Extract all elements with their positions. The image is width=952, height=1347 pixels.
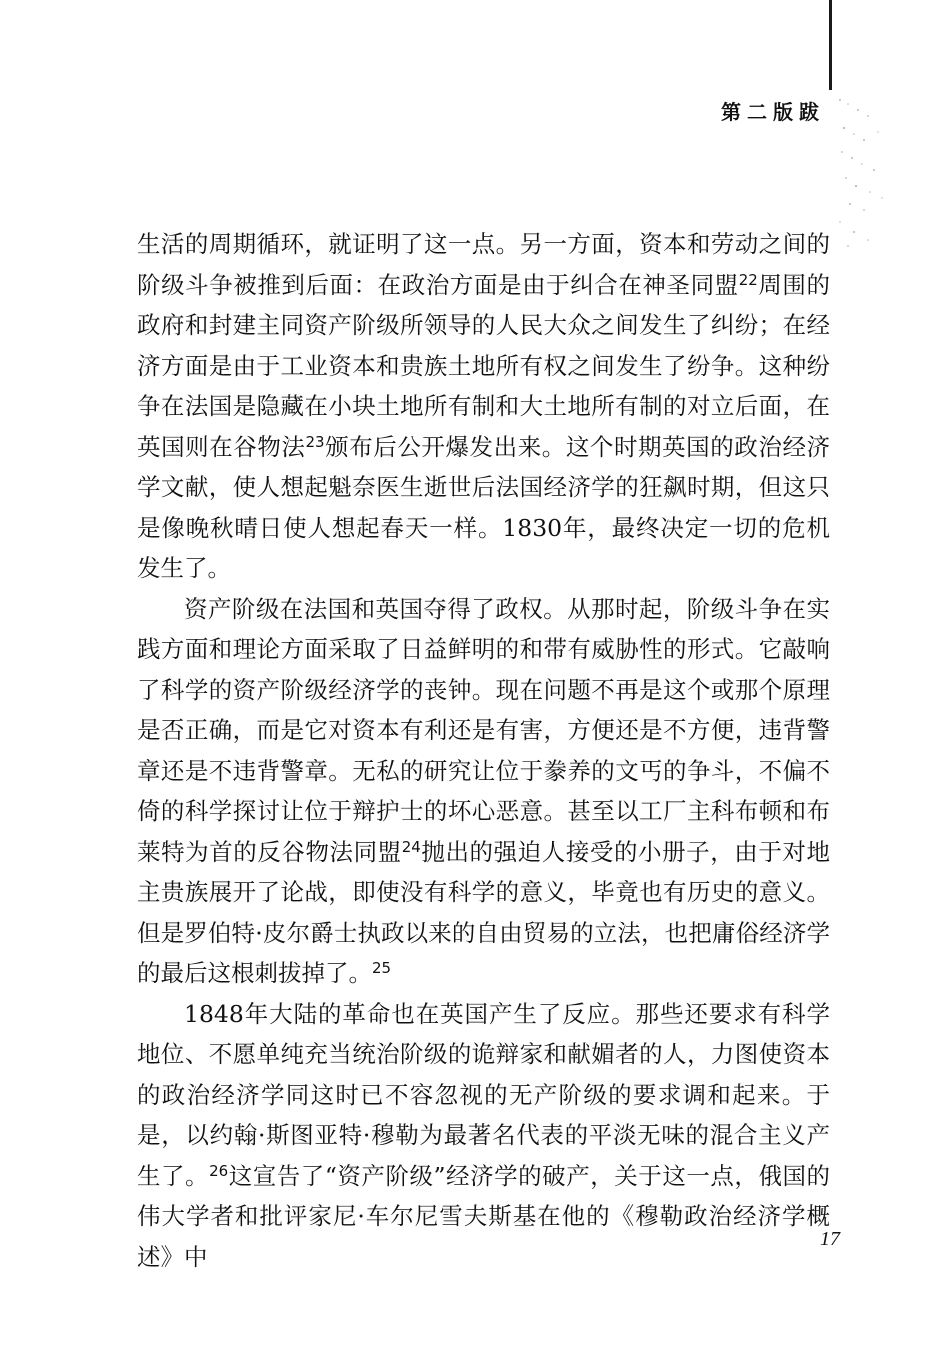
body-text bbox=[137, 224, 830, 1277]
footnote-marker: 25 bbox=[372, 959, 392, 977]
text-run: 周围的政府和封建主同资产阶级所领导的人民大众之间发生了纠纷；在经济方面是由于工业资本和贵族土地所有权之间发生了纷争。这种纷争在法国是隐藏在小块土地所有制和大土地所有制的对立后面，在英国则在谷物法 bbox=[137, 270, 831, 461]
text-run: 生活的周期循环，就证明了这一点。另一方面，资本和劳动之间的阶级斗争被推到后面：在政治方面是由于纠合在神圣同盟 bbox=[137, 230, 830, 299]
text-run: 1848年大陆的革命也在英国产生了反应。那些还要求有科学地位、不愿单纯充当统治阶级的诡辩家和献媚者的人，力图使资本的政治经济学同这时已不容忽视的无产阶级的要求调和起来。于是，以约翰·斯图亚特·穆勒为最著名代表的平淡无味的混合主义产生了。 bbox=[137, 999, 830, 1190]
paragraph bbox=[137, 994, 830, 1278]
paragraph bbox=[137, 589, 830, 994]
text-run: 这宣告了“资产阶级”经济学的破产，关于这一点，俄国的伟大学者和批评家尼·车尔尼雪夫斯基在他的《穆勒政治经济学概述》中 bbox=[137, 1161, 830, 1271]
page-number: 17 bbox=[820, 1228, 840, 1250]
footnote-marker: 22 bbox=[738, 270, 758, 289]
margin-rule bbox=[829, 0, 832, 90]
paragraph bbox=[137, 224, 830, 589]
text-run: 抛出的强迫人接受的小册子，由于对地主贵族展开了论战，即使没有科学的意义，毕竟也有历史的意义。但是罗伯特·皮尔爵士执政以来的自由贸易的立法，也把庸俗经济学的最后这根刺拔掉了。 bbox=[137, 837, 831, 987]
text-run: 颁布后公开爆发出来。这个时期英国的政治经济学文献，使人想起魁奈医生逝世后法国经济学的狂飙时期，但这只是像晚秋晴日使人想起春天一样。1830年，最终决定一切的危机发生了。 bbox=[137, 432, 831, 582]
footnote-marker: 24 bbox=[401, 837, 421, 856]
footnote-marker: 26 bbox=[209, 1161, 229, 1180]
text-run: 资产阶级在法国和英国夺得了政权。从那时起，阶级斗争在实践方面和理论方面采取了日益鲜明的和带有威胁性的形式。它敲响了科学的资产阶级经济学的丧钟。现在问题不再是这个或那个原理是否正确，而是它对资本有利还是有害，方便还是不方便，违背警章还是不违背警章。无私的研究让位于豢养的文丐的争斗，不偏不倚的科学探讨让位于辩护士的坏心恶意。甚至以工厂主科布顿和布莱特为首的反谷物法同盟 bbox=[137, 594, 830, 866]
running-head: 第二版跋 bbox=[721, 100, 825, 124]
footnote-marker: 23 bbox=[305, 432, 325, 451]
scan-smudge bbox=[834, 92, 894, 252]
